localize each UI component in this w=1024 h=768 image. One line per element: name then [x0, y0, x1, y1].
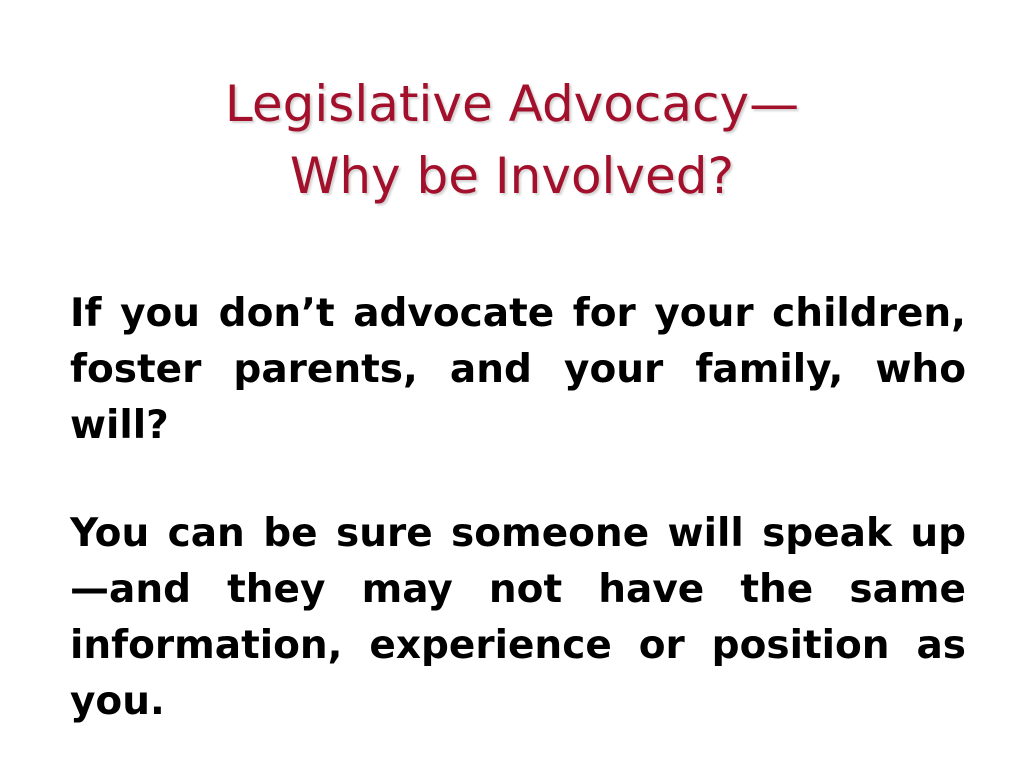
title-line-2: Why be Involved? — [289, 147, 735, 205]
title-line-1: Legislative Advocacy— — [224, 75, 800, 133]
paragraph-someone-will-speak: You can be sure someone will speak up—and they may not have the same information, experience or position as you. — [70, 511, 966, 724]
paragraph-who-will: If you don’t advocate for your children, foster parents, and your family, who will? — [70, 291, 966, 448]
slide-title — [60, 68, 964, 212]
slide-body — [70, 286, 966, 768]
